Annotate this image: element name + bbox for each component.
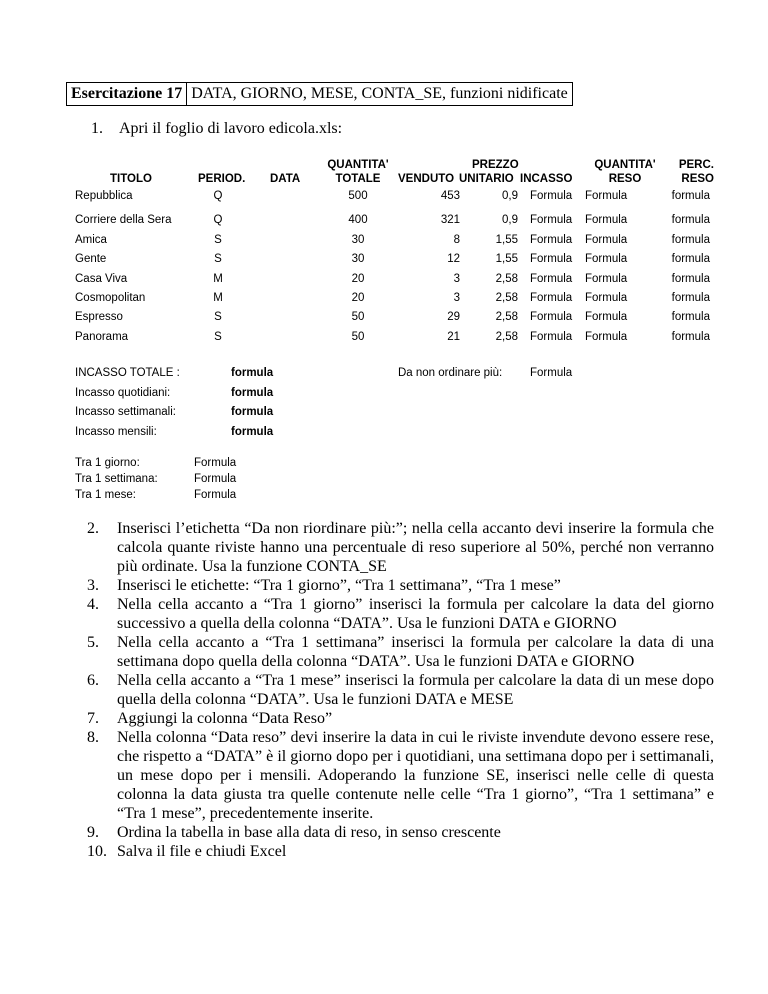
step-text: Apri il foglio di lavoro edicola.xls:	[119, 120, 343, 137]
table-cell-incasso: Formula	[530, 253, 573, 265]
step-number: 9.	[87, 824, 99, 841]
table-cell-perc: formula	[671, 234, 710, 246]
table-cell-reso: Formula	[585, 253, 628, 265]
table-cell-incasso: Formula	[530, 234, 573, 246]
table-cell-totale: 50	[351, 331, 365, 343]
step-number: 6.	[87, 672, 99, 689]
step-text: Nella cella accanto a “Tra 1 mese” inserisci la formula per calcolare la data di un mese dopo quella della colonna “DATA”. Usa le funzioni DATA e MESE	[117, 672, 714, 708]
table-cell-totale: 400	[348, 214, 368, 226]
table-cell-period: M	[213, 292, 223, 304]
step-number: 5.	[87, 634, 99, 651]
header-data: DATA	[270, 173, 301, 185]
table-cell-titolo: Repubblica	[75, 190, 133, 202]
exercise-topic: DATA, GIORNO, MESE, CONTA_SE, funzioni nidificate	[191, 85, 568, 102]
step-text: Nella colonna “Data reso” devi inserire la data in cui le riviste invendute devono essere rese, che rispetto a “DATA” è il giorno dopo per i quotidiani, una settimana dopo per i settimanali, un mese dopo per i mensili. Adoperando la funzione SE, inserisci nelle celle di questa colonna la data giusta tra quelle contenute nelle celle “Tra 1 giorno”, “Tra 1 settimana” e “Tra 1 mese”, precedentemente inserite.	[117, 729, 714, 822]
table-cell-venduto: 29	[447, 311, 460, 323]
tra-giorno-label: Tra 1 giorno:	[75, 457, 140, 469]
header-prezzo-line2: UNITARIO	[459, 173, 514, 185]
header-perc-reso	[668, 158, 714, 186]
table-cell-incasso: Formula	[530, 273, 573, 285]
table-cell-titolo: Cosmopolitan	[75, 292, 146, 304]
table-cell-venduto: 21	[447, 331, 460, 343]
table-cell-incasso: Formula	[530, 331, 573, 343]
step-number: 7.	[87, 710, 99, 727]
table-cell-prezzo: 2,58	[495, 273, 518, 285]
incasso-settimanali-label: Incasso settimanali:	[75, 406, 176, 418]
list-item	[87, 709, 714, 728]
tra-settimana-value: Formula	[194, 473, 237, 485]
incasso-totale-label: INCASSO TOTALE :	[75, 367, 180, 379]
header-perc-reso-line1: PERC.	[678, 159, 714, 171]
table-cell-reso: Formula	[585, 311, 628, 323]
header-quantita-reso-line2: RESO	[608, 173, 642, 185]
step-text: Inserisci l’etichetta “Da non riordinare più:”; nella cella accanto devi inserire la formula che calcola quante riviste hanno una percentuale di reso superiore al 50%, perché non verranno più ordinate. Usa la funzione CONTA_SE	[117, 520, 714, 575]
table-cell-totale: 30	[351, 234, 365, 246]
table-cell-incasso: Formula	[530, 311, 573, 323]
table-cell-totale: 20	[351, 292, 365, 304]
list-item	[87, 671, 714, 709]
non-ordinare-value: Formula	[530, 367, 573, 379]
table-cell-period: S	[214, 311, 222, 323]
table-cell-reso: Formula	[585, 331, 628, 343]
table-cell-prezzo: 2,58	[495, 292, 518, 304]
header-prezzo-line1: PREZZO	[472, 159, 519, 171]
table-cell-period: M	[213, 273, 223, 285]
table-cell-perc: formula	[671, 214, 710, 226]
table-cell-venduto: 8	[453, 234, 460, 246]
table-cell-venduto: 321	[440, 214, 460, 226]
step-number: 4.	[87, 596, 99, 613]
table-cell-totale: 500	[348, 190, 368, 202]
step-number: 3.	[87, 577, 99, 594]
table-cell-titolo: Casa Viva	[75, 273, 128, 285]
header-incasso: INCASSO	[520, 173, 573, 185]
table-cell-reso: Formula	[585, 190, 628, 202]
table-cell-prezzo: 0,9	[502, 214, 518, 226]
table-cell-prezzo: 1,55	[495, 253, 518, 265]
header-quantita-reso-line1: QUANTITA'	[594, 159, 656, 171]
table-cell-perc: formula	[671, 190, 710, 202]
step-number: 10.	[87, 843, 107, 860]
table-cell-perc: formula	[671, 292, 710, 304]
table-cell-titolo: Corriere della Sera	[75, 214, 172, 226]
header-venduto: VENDUTO	[398, 173, 455, 185]
table-cell-titolo: Espresso	[75, 311, 123, 323]
step-text: Salva il file e chiudi Excel	[117, 843, 287, 860]
incasso-quotidiani-value: formula	[231, 387, 274, 399]
exercise-title-box	[66, 82, 573, 106]
list-item	[87, 519, 714, 576]
header-titolo: TITOLO	[110, 173, 152, 185]
tra-mese-label: Tra 1 mese:	[75, 489, 136, 501]
table-cell-period: Q	[213, 190, 223, 202]
tra-giorno-value: Formula	[194, 457, 237, 469]
list-item	[87, 842, 714, 861]
table-cell-reso: Formula	[585, 234, 628, 246]
table-cell-titolo: Amica	[75, 234, 107, 246]
step-text: Nella cella accanto a “Tra 1 giorno” inserisci la formula per calcolare la data del giorno successivo a quella della colonna “DATA”. Usa le funzioni DATA e GIORNO	[117, 596, 714, 632]
table-cell-prezzo: 0,9	[502, 190, 518, 202]
step-text: Aggiungi la colonna “Data Reso”	[117, 710, 333, 727]
table-cell-venduto: 3	[453, 273, 460, 285]
table-cell-prezzo: 2,58	[495, 331, 518, 343]
tra-settimana-label: Tra 1 settimana:	[75, 473, 158, 485]
step-text: Ordina la tabella in base alla data di reso, in senso crescente	[117, 824, 501, 841]
table-cell-reso: Formula	[585, 273, 628, 285]
incasso-settimanali-value: formula	[231, 406, 274, 418]
header-perc-reso-line2: RESO	[681, 173, 714, 185]
header-quantita-totale	[318, 158, 398, 186]
incasso-totale-value: formula	[231, 367, 274, 379]
table-cell-prezzo: 1,55	[495, 234, 518, 246]
table-cell-totale: 30	[351, 253, 365, 265]
table-cell-prezzo: 2,58	[495, 311, 518, 323]
incasso-mensili-label: Incasso mensili:	[75, 426, 157, 438]
instructions-list	[87, 519, 714, 861]
table-cell-titolo: Gente	[75, 253, 107, 265]
table-cell-period: Q	[213, 214, 223, 226]
table-cell-titolo: Panorama	[75, 331, 129, 343]
table-cell-reso: Formula	[585, 292, 628, 304]
table-cell-period: S	[214, 234, 222, 246]
step-text: Nella cella accanto a “Tra 1 settimana” inserisci la formula per calcolare la data di una settimana dopo quella della colonna “DATA”. Usa le funzioni DATA e GIORNO	[117, 634, 714, 670]
non-ordinare-label: Da non ordinare più:	[398, 367, 503, 379]
table-cell-venduto: 453	[440, 190, 460, 202]
table-cell-perc: formula	[671, 253, 710, 265]
step-1	[91, 120, 342, 138]
table-cell-perc: formula	[671, 311, 710, 323]
list-item	[87, 595, 714, 633]
list-item	[87, 633, 714, 671]
header-quantita-totale-line1: QUANTITA'	[327, 159, 389, 171]
table-cell-period: S	[214, 331, 222, 343]
step-number: 1.	[91, 120, 103, 137]
list-item	[87, 823, 714, 842]
table-cell-incasso: Formula	[530, 292, 573, 304]
table-cell-totale: 20	[351, 273, 365, 285]
step-number: 8.	[87, 729, 99, 746]
header-period: PERIOD.	[198, 173, 246, 185]
table-cell-incasso: Formula	[530, 214, 573, 226]
header-quantita-totale-line2: TOTALE	[335, 173, 381, 185]
table-cell-totale: 50	[351, 311, 365, 323]
table-cell-reso: Formula	[585, 214, 628, 226]
table-cell-incasso: Formula	[530, 190, 573, 202]
header-quantita-reso	[590, 158, 660, 186]
step-number: 2.	[87, 520, 99, 537]
incasso-quotidiani-label: Incasso quotidiani:	[75, 387, 171, 399]
table-cell-venduto: 12	[447, 253, 460, 265]
table-cell-venduto: 3	[453, 292, 460, 304]
incasso-mensili-value: formula	[231, 426, 274, 438]
table-cell-perc: formula	[671, 331, 710, 343]
list-item	[87, 576, 714, 595]
table-cell-perc: formula	[671, 273, 710, 285]
list-item	[87, 728, 714, 823]
exercise-label: Esercitazione 17	[67, 83, 187, 105]
tra-mese-value: Formula	[194, 489, 237, 501]
step-text: Inserisci le etichette: “Tra 1 giorno”, “Tra 1 settimana”, “Tra 1 mese”	[117, 577, 561, 594]
table-cell-period: S	[214, 253, 222, 265]
